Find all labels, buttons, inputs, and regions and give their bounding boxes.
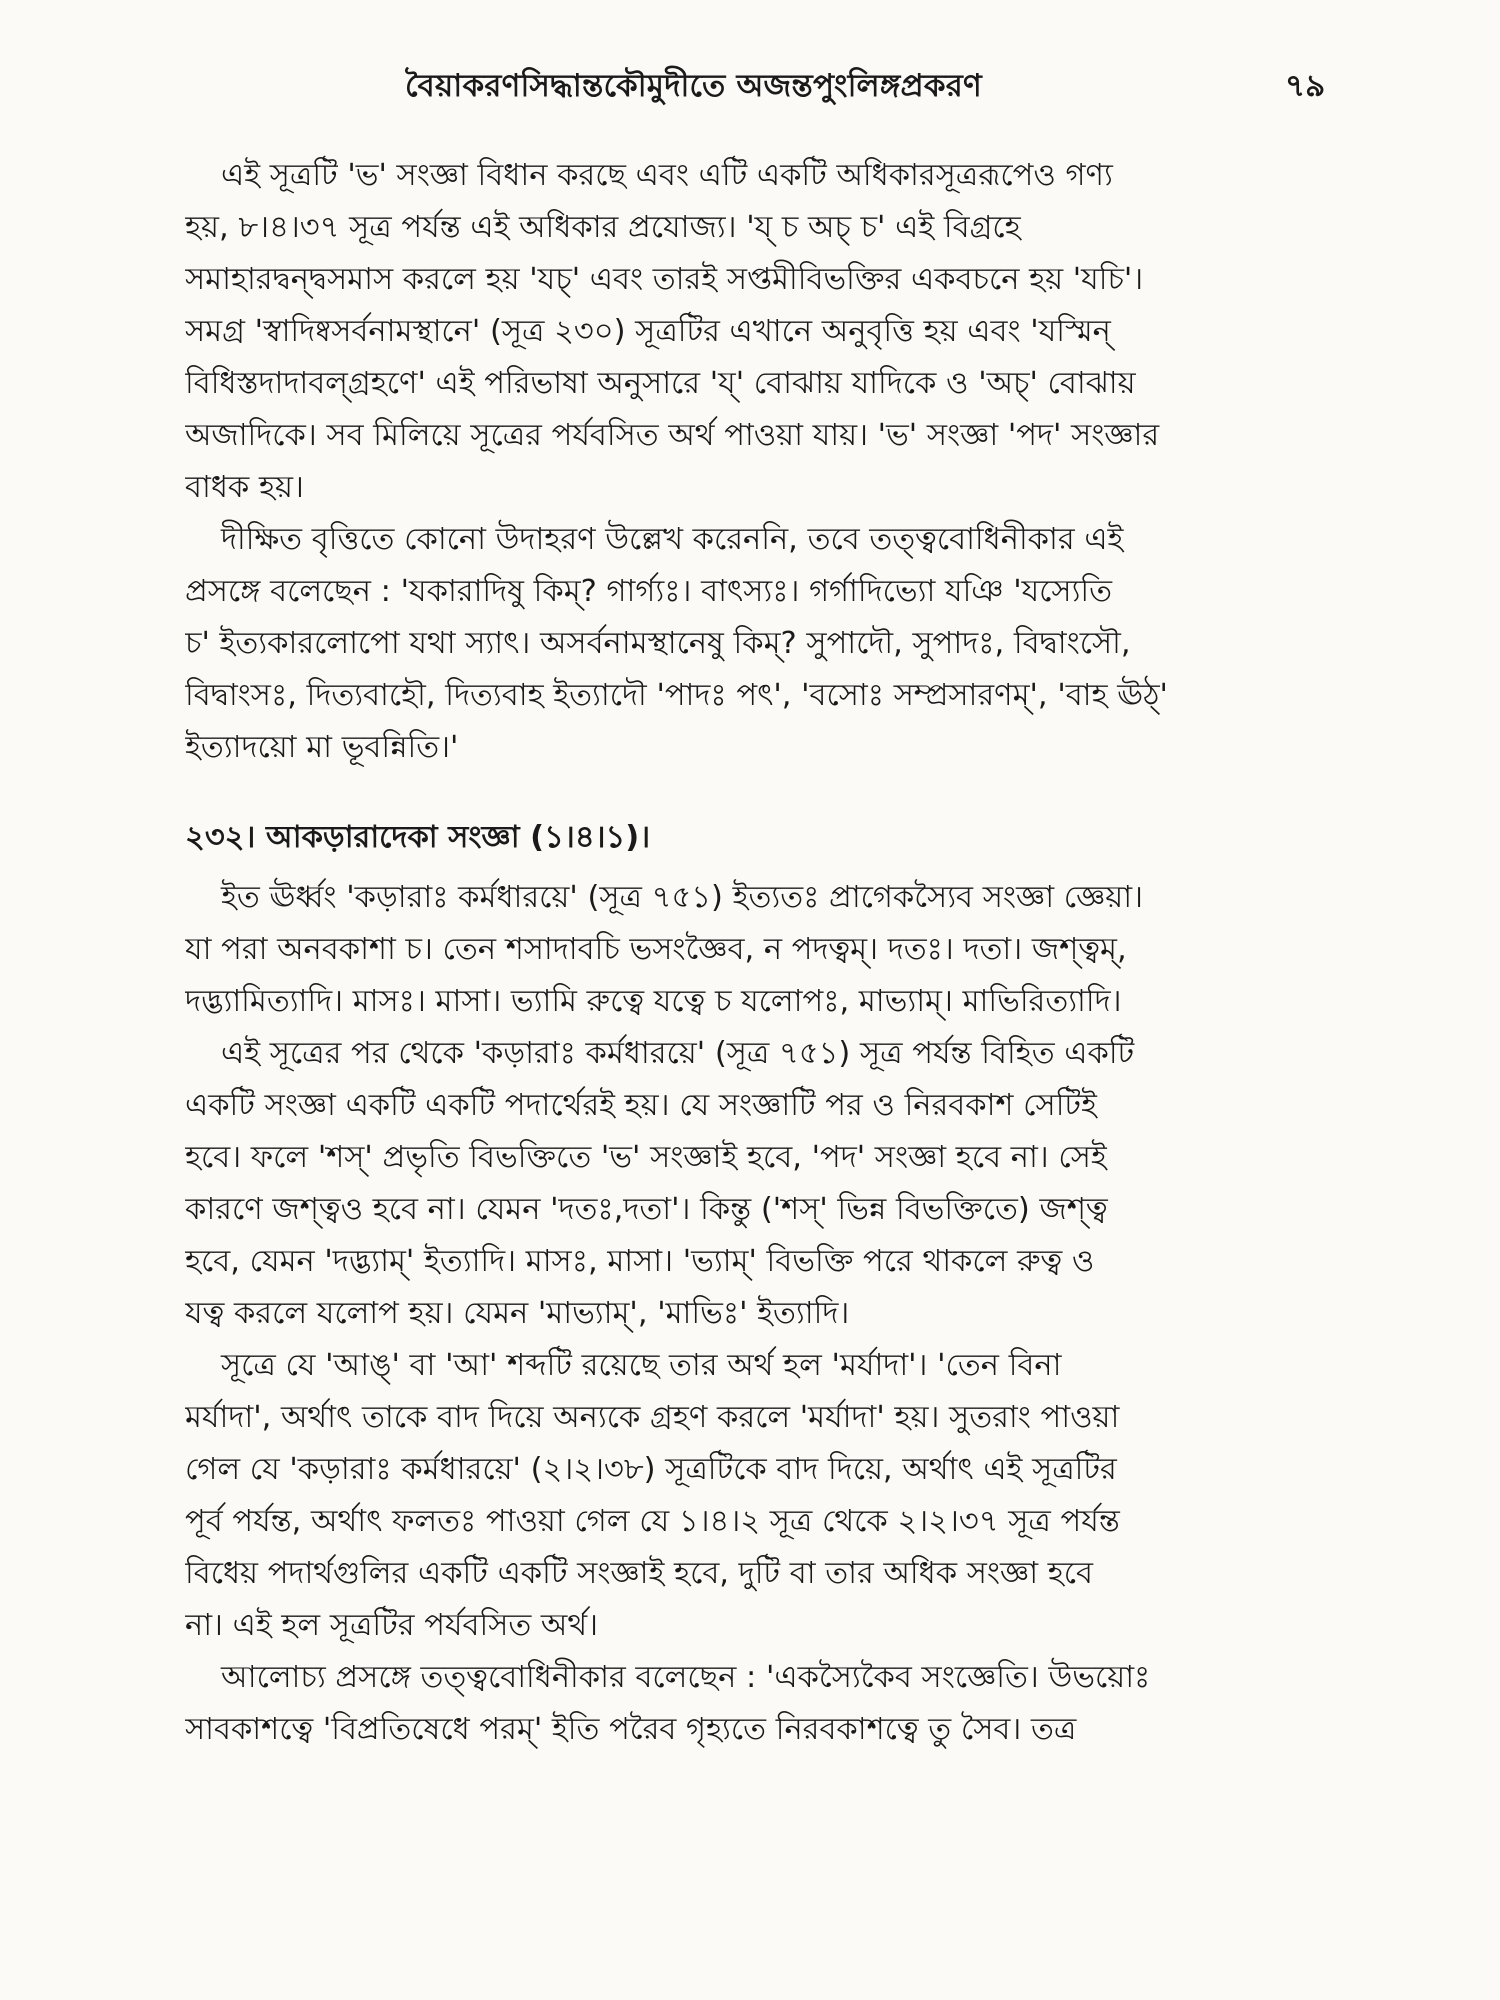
page-body (185, 150, 1355, 1756)
text-line: বিদ্বাংসঃ, দিত্যবাহৌ, দিত্যবাহ ইত্যাদৌ 'পাদঃ পৎ', 'বসোঃ সম্প্রসারণম্', 'বাহ ঊঠ্' (185, 678, 1168, 713)
text-line: দদ্ভ্যামিত্যাদি। মাসঃ। মাসা। ভ্যামি রুত্বে যত্বে চ যলোপঃ, মাভ্যাম্। মাভিরিত্যাদি। (185, 984, 1122, 1019)
paragraph (185, 1652, 1355, 1756)
text-line: যত্ব করলে যলোপ হয়। যেমন 'মাভ্যাম্', 'মাভিঃ' ইত্যাদি। (185, 1296, 850, 1331)
paragraph (185, 1028, 1355, 1340)
text-line: এই সূত্রের পর থেকে 'কড়ারাঃ কর্মধারয়ে' (সূত্র ৭৫১) সূত্র পর্যন্ত বিহিত একটি (221, 1036, 1135, 1071)
text-line: বিধিস্তদাদাবল্গ্রহণে' এই পরিভাষা অনুসারে 'য্' বোঝায় যাদিকে ও 'অচ্' বোঝায় (185, 366, 1136, 401)
text-line: সমাহারদ্বন্দ্বসমাস করলে হয় 'যচ্' এবং তারই সপ্তমীবিভক্তির একবচনে হয় 'যচি'। (185, 262, 1144, 297)
text-line: গেল যে 'কড়ারাঃ কর্মধারয়ে' (২।২।৩৮) সূত্রটিকে বাদ দিয়ে, অর্থাৎ এই সূত্রটির (185, 1452, 1117, 1487)
sutra-heading: ২৩২। আকড়ারাদেকা সংজ্ঞা (১।৪।১)। (185, 820, 651, 855)
text-line: সমগ্র 'স্বাদিষ্বসর্বনামস্থানে' (সূত্র ২৩০) সূত্রটির এখানে অনুবৃত্তি হয় এবং 'যস্মিন্ (185, 314, 1111, 349)
running-title: বৈয়াকরণসিদ্ধান্তকৌমুদীতে অজন্তপুংলিঙ্গপ্রকরণ (405, 68, 982, 104)
text-line: পূর্ব পর্যন্ত, অর্থাৎ ফলতঃ পাওয়া গেল যে ১।৪।২ সূত্র থেকে ২।২।৩৭ সূত্র পর্যন্ত (185, 1504, 1120, 1539)
text-line: আলোচ্য প্রসঙ্গে তত্ত্ববোধিনীকার বলেছেন : 'একস্যৈকৈব সংজ্ঞেতি। উভয়োঃ (221, 1660, 1151, 1695)
paragraph (185, 872, 1355, 1028)
text-line: বিধেয় পদার্থগুলির একটি একটি সংজ্ঞাই হবে, দুটি বা তার অধিক সংজ্ঞা হবে (185, 1556, 1093, 1591)
text-line: সূত্রে যে 'আঙ্' বা 'আ' শব্দটি রয়েছে তার অর্থ হল 'মর্যাদা'। 'তেন বিনা (221, 1348, 1062, 1383)
text-line: মর্যাদা', অর্থাৎ তাকে বাদ দিয়ে অন্যকে গ্রহণ করলে 'মর্যাদা' হয়। সুতরাং পাওয়া (185, 1400, 1120, 1435)
text-line: এই সূত্রটি 'ভ' সংজ্ঞা বিধান করছে এবং এটি একটি অধিকারসূত্ররূপেও গণ্য (221, 158, 1113, 193)
text-line: হয়, ৮।৪।৩৭ সূত্র পর্যন্ত এই অধিকার প্রযোজ্য। 'য্ চ অচ্ চ' এই বিগ্রহে (185, 210, 1021, 245)
text-line: হবে। ফলে 'শস্' প্রভৃতি বিভক্তিতে 'ভ' সংজ্ঞাই হবে, 'পদ' সংজ্ঞা হবে না। সেই (185, 1140, 1107, 1175)
text-line: চ' ইত্যকারলোপো যথা স্যাৎ। অসর্বনামস্থানেষু কিম্? সুপাদৌ, সুপাদঃ, বিদ্বাংসৌ, (185, 626, 1131, 661)
text-line: বাধক হয়। (185, 470, 304, 505)
text-line: প্রসঙ্গে বলেছেন : 'যকারাদিষু কিম্? গার্গ্যঃ। বাৎস্যঃ। গর্গাদিভ্যো যঞি 'যস্যেতি (185, 574, 1113, 609)
paragraph (185, 514, 1355, 774)
section-after-heading (185, 872, 1355, 1756)
text-line: সাবকাশত্বে 'বিপ্রতিষেধে পরম্' ইতি পরৈব গৃহ্যতে নিরবকাশত্বে তু সৈব। তত্র (185, 1712, 1077, 1747)
text-line: দীক্ষিত বৃত্তিতে কোনো উদাহরণ উল্লেখ করেননি, তবে তত্ত্ববোধিনীকার এই (221, 522, 1124, 557)
text-line: ইত ঊর্ধ্বং 'কড়ারাঃ কর্মধারয়ে' (সূত্র ৭৫১) ইত্যতঃ প্রাগেকস্যৈব সংজ্ঞা জ্ঞেয়া। (221, 880, 1144, 915)
text-line: হবে, যেমন 'দদ্ভ্যাম্' ইত্যাদি। মাসঃ, মাসা। 'ভ্যাম্' বিভক্তি পরে থাকলে রুত্ব ও (185, 1244, 1095, 1279)
text-line: ইত্যাদয়ো মা ভূবন্নিতি।' (185, 730, 459, 765)
paragraph (185, 1340, 1355, 1652)
page-number: ৭৯ (1285, 68, 1326, 104)
text-line: কারণে জশ্ত্বও হবে না। যেমন 'দতঃ,দতা'। কিন্তু ('শস্' ভিন্ন বিভক্তিতে) জশ্ত্ব (185, 1192, 1108, 1227)
text-line: যা পরা অনবকাশা চ। তেন শসাদাবচি ভসংজ্ঞৈব, ন পদত্বম্। দতঃ। দতা। জশ্ত্বম্, (185, 932, 1127, 967)
page-header (0, 62, 1500, 122)
section-before-heading (185, 150, 1355, 774)
text-line: না। এই হল সূত্রটির পর্যবসিত অর্থ। (185, 1608, 599, 1643)
paragraph (185, 150, 1355, 514)
text-line: অজাদিকে। সব মিলিয়ে সূত্রের পর্যবসিত অর্থ পাওয়া যায়। 'ভ' সংজ্ঞা 'পদ' সংজ্ঞার (185, 418, 1160, 453)
text-line: একটি সংজ্ঞা একটি একটি পদার্থেরই হয়। যে সংজ্ঞাটি পর ও নিরবকাশ সেটিই (185, 1088, 1097, 1123)
